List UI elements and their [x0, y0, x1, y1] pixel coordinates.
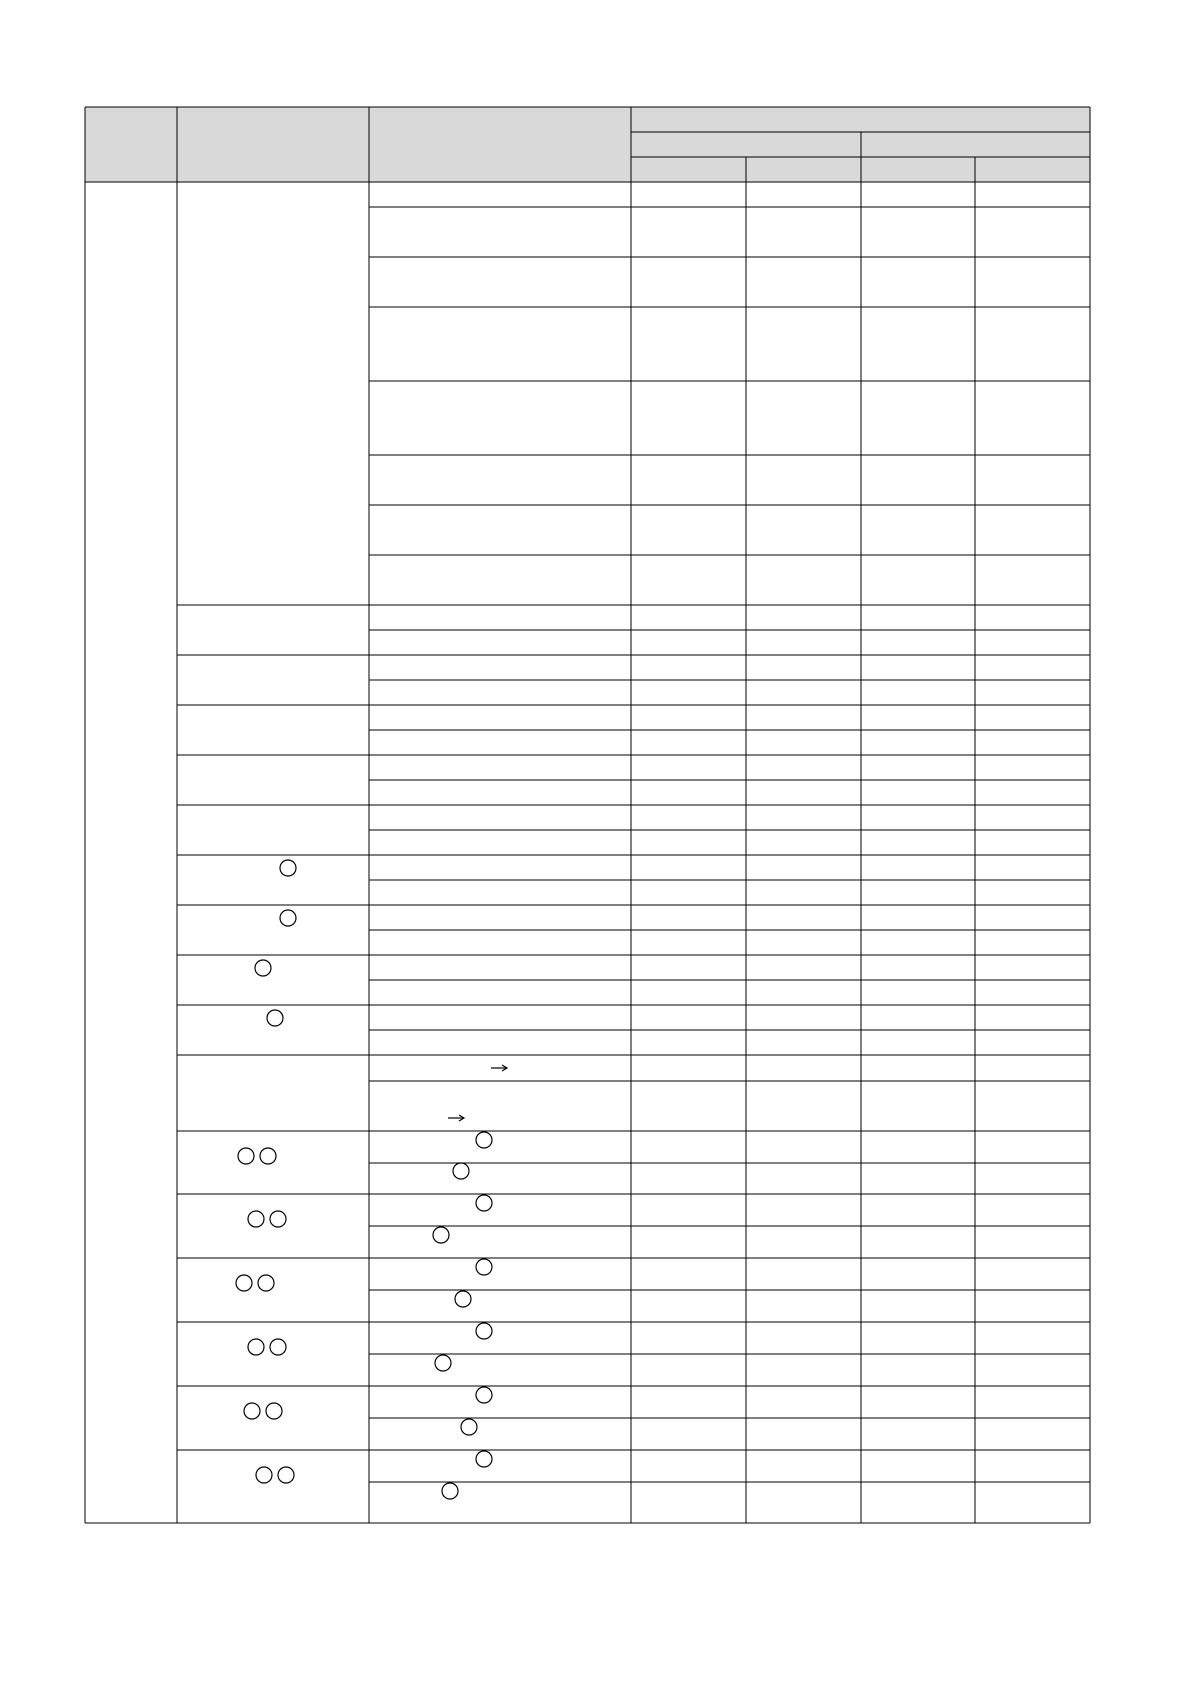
circle-mark [435, 1355, 451, 1371]
circle-mark [461, 1419, 477, 1435]
circle-mark [280, 860, 296, 876]
circle-mark [476, 1132, 492, 1148]
circle-mark [236, 1275, 252, 1291]
circle-mark [266, 1403, 282, 1419]
circle-mark [270, 1339, 286, 1355]
circle-mark [453, 1163, 469, 1179]
circle-mark [270, 1211, 286, 1227]
table-grid [85, 107, 1090, 1523]
circle-mark [455, 1291, 471, 1307]
circle-mark [258, 1275, 274, 1291]
circle-mark [476, 1195, 492, 1211]
circle-mark [260, 1148, 276, 1164]
circle-mark [442, 1483, 458, 1499]
circle-mark [256, 1467, 272, 1483]
circle-mark [280, 910, 296, 926]
circle-marks [236, 860, 507, 1499]
circle-mark [476, 1387, 492, 1403]
circle-mark [238, 1148, 254, 1164]
circle-mark [248, 1211, 264, 1227]
circle-mark [255, 960, 271, 976]
circle-mark [476, 1323, 492, 1339]
circle-mark [476, 1259, 492, 1275]
header-shading [85, 107, 1090, 182]
circle-mark [278, 1467, 294, 1483]
header-fill [85, 107, 1090, 182]
circle-mark [267, 1010, 283, 1026]
circle-mark [244, 1403, 260, 1419]
circle-mark [433, 1227, 449, 1243]
circle-mark [248, 1339, 264, 1355]
circle-mark [476, 1451, 492, 1467]
